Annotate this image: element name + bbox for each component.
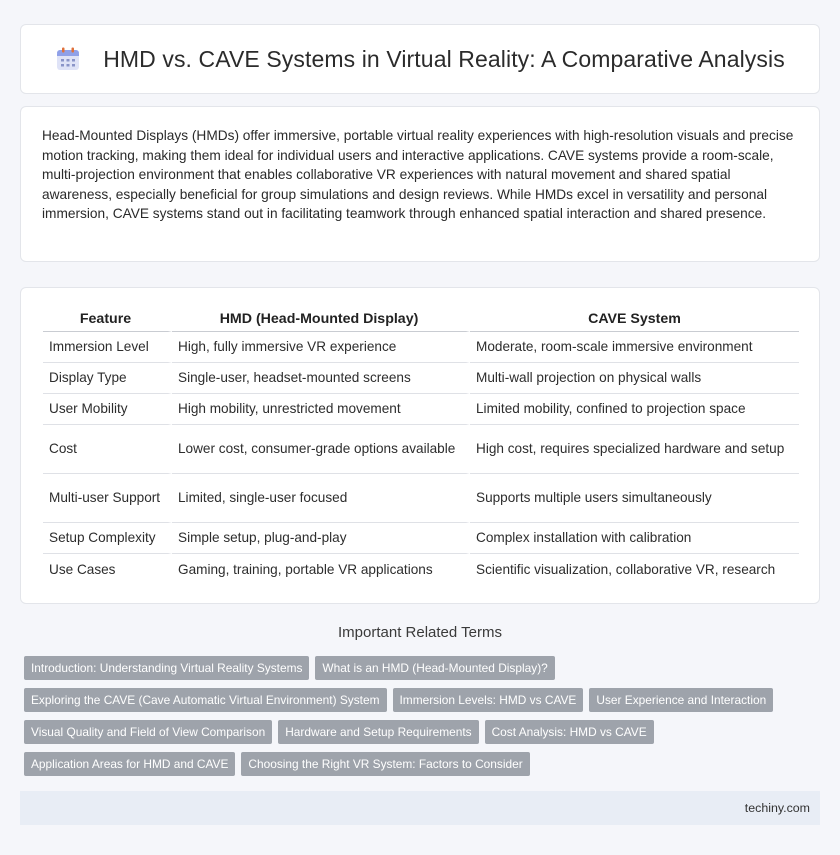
tag-row bbox=[24, 688, 814, 712]
related-term-tag[interactable]: Cost Analysis: HMD vs CAVE bbox=[485, 720, 654, 744]
comparison-table-card bbox=[20, 287, 820, 604]
tag-row bbox=[24, 656, 814, 680]
related-term-tag[interactable]: Hardware and Setup Requirements bbox=[278, 720, 478, 744]
related-term-tag[interactable]: Exploring the CAVE (Cave Automatic Virtual Environment) System bbox=[24, 688, 387, 712]
table-cell: Simple setup, plug-and-play bbox=[172, 523, 470, 554]
related-term-tag[interactable]: Introduction: Understanding Virtual Reality Systems bbox=[24, 656, 309, 680]
related-terms-title: Important Related Terms bbox=[338, 624, 502, 641]
table-cell: Immersion Level bbox=[43, 332, 172, 363]
related-term-tag[interactable]: Application Areas for HMD and CAVE bbox=[24, 752, 235, 776]
intro-paragraph: Head-Mounted Displays (HMDs) offer immersive, portable virtual reality experiences with high-resolution visuals and precise motion tracking, making them ideal for individual users and interactive applications. CAVE systems provide a room-scale, multi-projection environment that enables collaborative VR experiences with natural movement and shared spatial awareness, especially beneficial for group simulations and design reviews. While HMDs excel in versatility and personal immersion, CAVE systems stand out in facilitating teamwork through enhanced spatial interaction and shared presence. bbox=[42, 128, 794, 222]
table-row bbox=[43, 554, 799, 585]
table-row bbox=[43, 363, 799, 394]
table-cell: Supports multiple users simultaneously bbox=[470, 474, 799, 523]
table-cell: Cost bbox=[43, 425, 172, 474]
table-cell: Gaming, training, portable VR applications bbox=[172, 554, 470, 585]
tag-row bbox=[24, 720, 814, 744]
table-cell: Lower cost, consumer-grade options available bbox=[172, 425, 470, 474]
tag-row bbox=[24, 752, 814, 776]
table-cell: High, fully immersive VR experience bbox=[172, 332, 470, 363]
table-cell: Single-user, headset-mounted screens bbox=[172, 363, 470, 394]
table-row bbox=[43, 332, 799, 363]
related-term-tag[interactable]: Choosing the Right VR System: Factors to Consider bbox=[241, 752, 529, 776]
table-row bbox=[43, 523, 799, 554]
header bbox=[55, 46, 785, 73]
table-cell: Display Type bbox=[43, 363, 172, 394]
table-row bbox=[43, 394, 799, 425]
comparison-table bbox=[43, 306, 799, 585]
table-cell: Moderate, room-scale immersive environment bbox=[470, 332, 799, 363]
table-cell: High cost, requires specialized hardware and setup bbox=[470, 425, 799, 474]
header-card bbox=[20, 24, 820, 94]
column-header-hmd: HMD (Head-Mounted Display) bbox=[172, 306, 470, 332]
table-cell: High mobility, unrestricted movement bbox=[172, 394, 470, 425]
page-title: HMD vs. CAVE Systems in Virtual Reality: A Comparative Analysis bbox=[103, 45, 785, 72]
table-cell: Complex installation with calibration bbox=[470, 523, 799, 554]
table-cell: Multi-wall projection on physical walls bbox=[470, 363, 799, 394]
calendar-icon bbox=[55, 46, 81, 72]
table-cell: Use Cases bbox=[43, 554, 172, 585]
related-term-tag[interactable]: Visual Quality and Field of View Comparison bbox=[24, 720, 272, 744]
table-header-row bbox=[43, 306, 799, 332]
table-row bbox=[43, 425, 799, 474]
table-cell: Multi-user Support bbox=[43, 474, 172, 523]
related-term-tag[interactable]: User Experience and Interaction bbox=[589, 688, 773, 712]
related-term-tag[interactable]: Immersion Levels: HMD vs CAVE bbox=[393, 688, 584, 712]
table-cell: User Mobility bbox=[43, 394, 172, 425]
table-cell: Setup Complexity bbox=[43, 523, 172, 554]
table-cell: Limited, single-user focused bbox=[172, 474, 470, 523]
table-cell: Limited mobility, confined to projection space bbox=[470, 394, 799, 425]
table-row bbox=[43, 474, 799, 523]
intro-card bbox=[20, 106, 820, 262]
related-terms-list bbox=[24, 656, 814, 784]
column-header-feature: Feature bbox=[43, 306, 172, 332]
footer bbox=[20, 791, 820, 825]
table-cell: Scientific visualization, collaborative VR, research bbox=[476, 561, 776, 577]
footer-brand-link[interactable]: techiny.com bbox=[744, 801, 810, 815]
column-header-cave: CAVE System bbox=[470, 306, 799, 332]
related-term-tag[interactable]: What is an HMD (Head-Mounted Display)? bbox=[315, 656, 554, 680]
